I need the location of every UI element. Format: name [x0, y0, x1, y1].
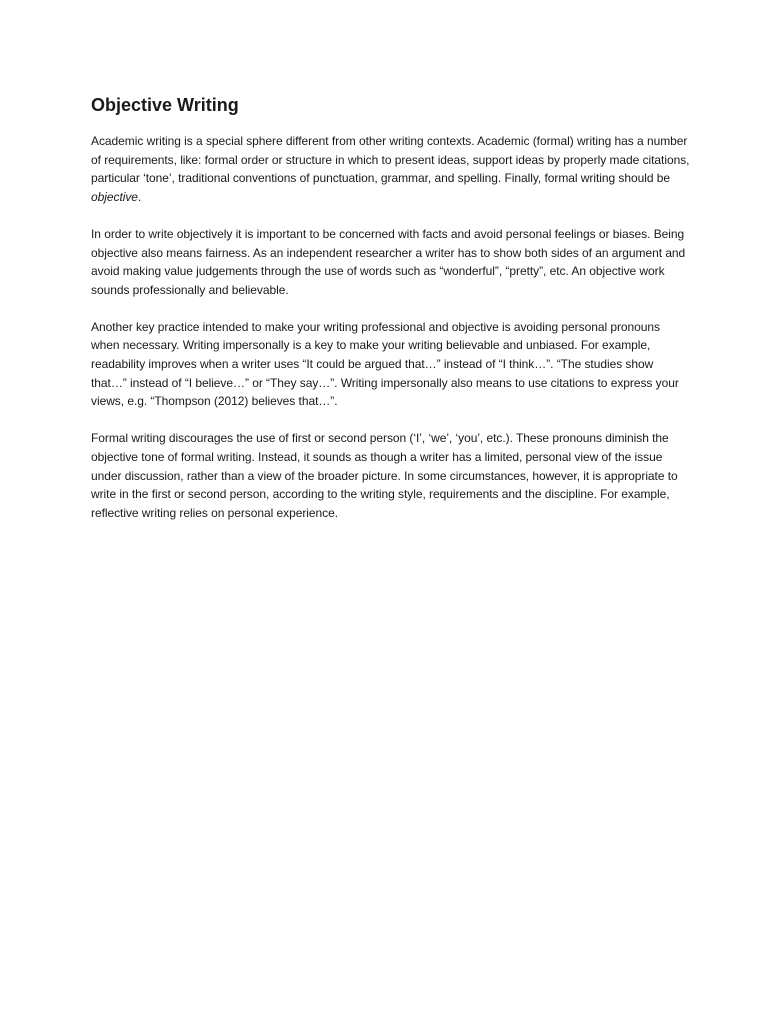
- paragraph-1-emphasis: objective: [91, 190, 138, 205]
- paragraph-2: In order to write objectively it is important to be concerned with facts and avoid personal feelings or biases. Being objective also means fairness. As an independent researcher a writer has to show both sides of an argument and avoid making value judgements through the use of words such as “wonderful”, “pretty”, etc. An objective work sounds professionally and believable.: [91, 226, 686, 297]
- paragraph-4: Formal writing discourages the use of first or second person (‘I’, ‘we’, ‘you’, etc.). These pronouns diminish the objective tone of formal writing. Instead, it sounds as though a writer has a limited, personal view of the issue under discussion, rather than a view of the broader picture. In some circumstances, however, it is appropriate to write in the first or second person, according to the writing style, requirements and the discipline. For example, reflective writing relies on personal experience.: [91, 431, 678, 520]
- document-title: Objective Writing: [91, 95, 239, 115]
- paragraph-1-end: .: [137, 190, 142, 205]
- paragraph-1-text: Academic writing is a special sphere different from other writing contexts. Academic (formal) writing has a number of requirements, like: formal order or structure in which to present ideas, support ideas by properly made citations, particular ‘tone’, traditional conventions of punctuation, grammar, and spelling. Finally, formal writing should be: [91, 134, 690, 186]
- paragraph-1: [91, 132, 691, 207]
- paragraph-3: Another key practice intended to make your writing professional and objective is avoiding personal pronouns when necessary. Writing impersonally is a key to make your writing believable and unbiased. For example, readability improves when a writer uses “It could be argued that…” instead of “I think…”. “The studies show that…” instead of “I believe…” or “They say…”. Writing impersonally also means to use citations to express your views, e.g. “Thompson (2012) believes that…”.: [91, 319, 679, 409]
- document-body: [91, 93, 691, 541]
